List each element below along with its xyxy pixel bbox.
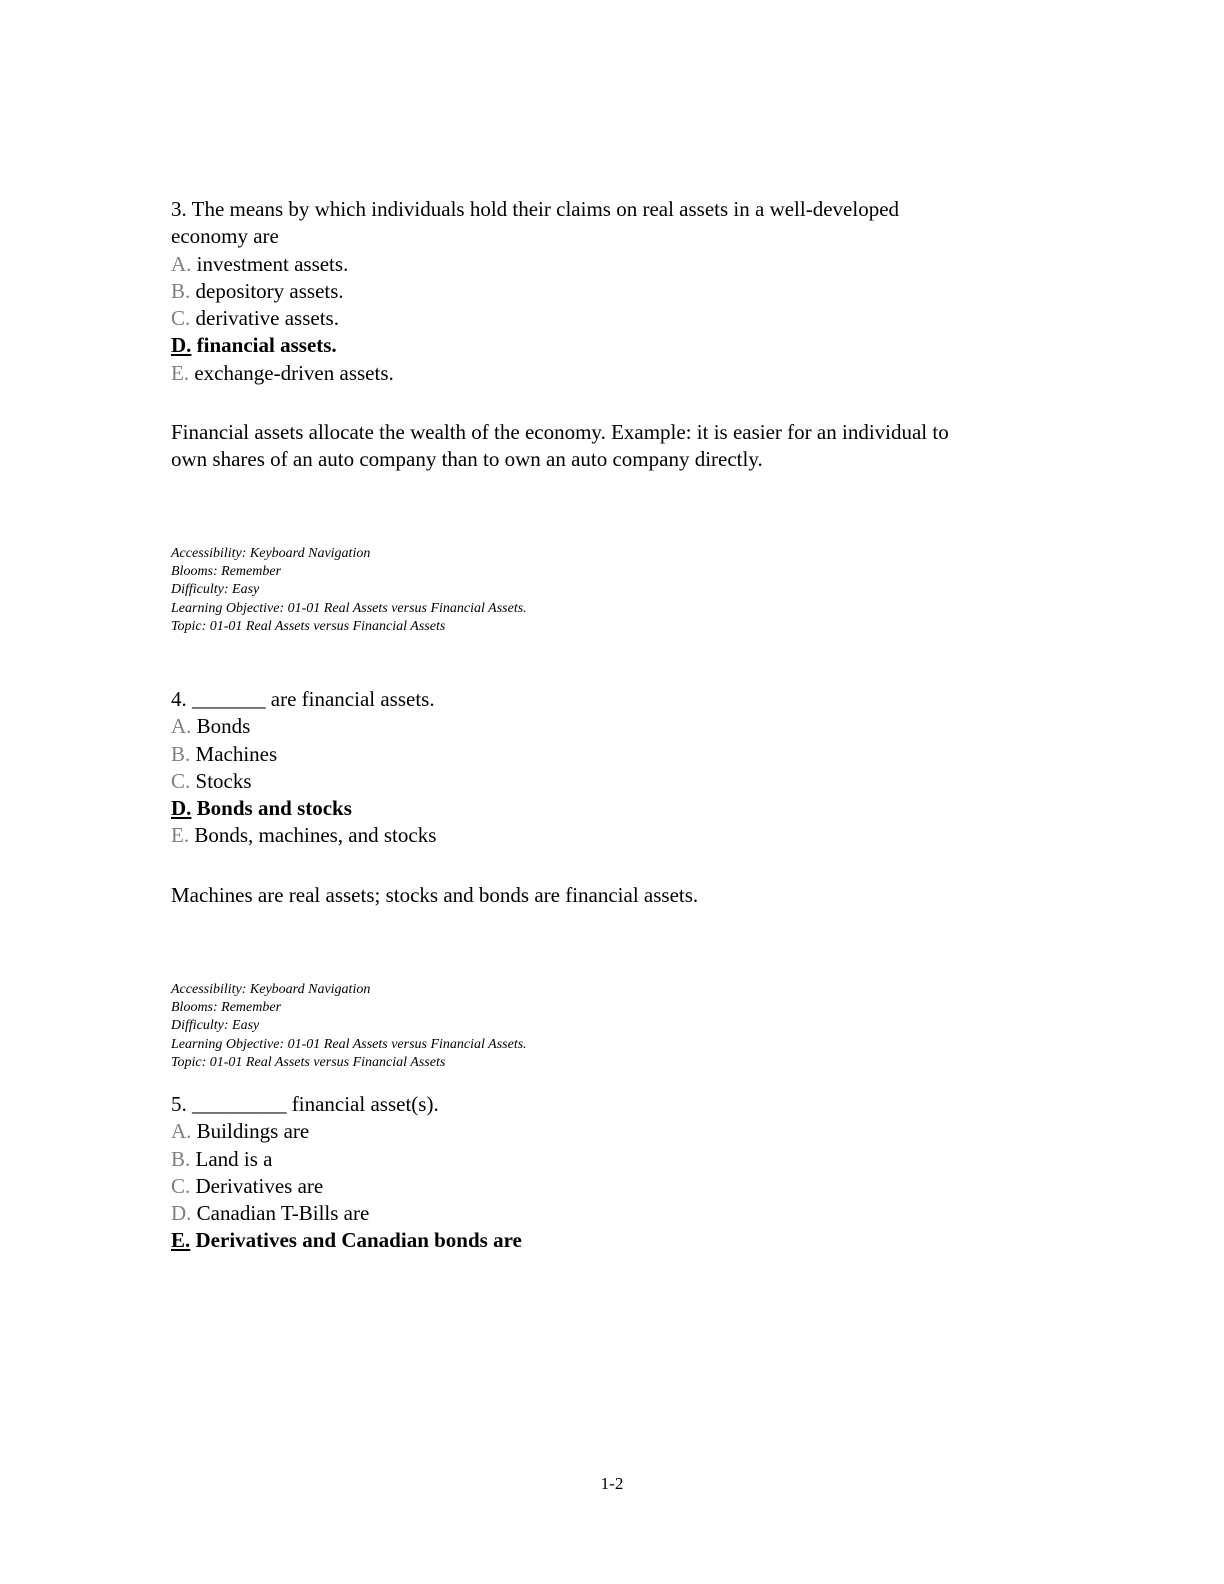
option-b: B. depository assets. — [171, 278, 344, 303]
option-b: B. Land is a — [171, 1146, 273, 1171]
option-d-correct: D. financial assets. — [171, 333, 337, 358]
question-stem: 4. _______ are financial assets. — [171, 687, 435, 711]
option-c: C. Stocks — [171, 768, 252, 793]
metadata-3: Accessibility: Keyboard Navigation Blooms: Remember Difficulty: Easy Learning Objective: 01-01 Real Assets versus Financial Assets. Topic: 01-01 Real Assets versus Financial Assets — [171, 546, 527, 634]
option-e: E. Bonds, machines, and stocks — [171, 823, 437, 848]
option-d-correct: D. Bonds and stocks — [171, 796, 352, 821]
question-stem: 5. _________ financial asset(s). — [171, 1092, 439, 1116]
option-c: C. Derivatives are — [171, 1173, 324, 1198]
option-e-correct: E. Derivatives and Canadian bonds are — [171, 1228, 522, 1253]
question-3 — [171, 196, 1071, 387]
question-5 — [171, 1091, 1071, 1255]
explanation-3: Financial assets allocate the wealth of the economy. Example: it is easier for an individual to own shares of an auto company than to own an auto company directly. — [171, 420, 949, 472]
option-a: A. Bonds — [171, 714, 251, 739]
option-b: B. Machines — [171, 741, 278, 766]
metadata-4: Accessibility: Keyboard Navigation Blooms: Remember Difficulty: Easy Learning Objective: 01-01 Real Assets versus Financial Assets. Topic: 01-01 Real Assets versus Financial Assets — [171, 982, 527, 1070]
question-4 — [171, 686, 1071, 850]
option-c: C. derivative assets. — [171, 306, 339, 331]
question-stem: economy are — [171, 224, 279, 249]
page-number: 1-2 — [600, 1474, 624, 1493]
option-e: E. exchange-driven assets. — [171, 360, 394, 385]
explanation-4: Machines are real assets; stocks and bonds are financial assets. — [171, 883, 699, 907]
option-a: A. Buildings are — [171, 1119, 310, 1144]
option-d: D. Canadian T-Bills are — [171, 1201, 370, 1226]
question-stem: 3. The means by which individuals hold their claims on real assets in a well-developed — [171, 197, 900, 221]
option-a: A. investment assets. — [171, 251, 349, 276]
